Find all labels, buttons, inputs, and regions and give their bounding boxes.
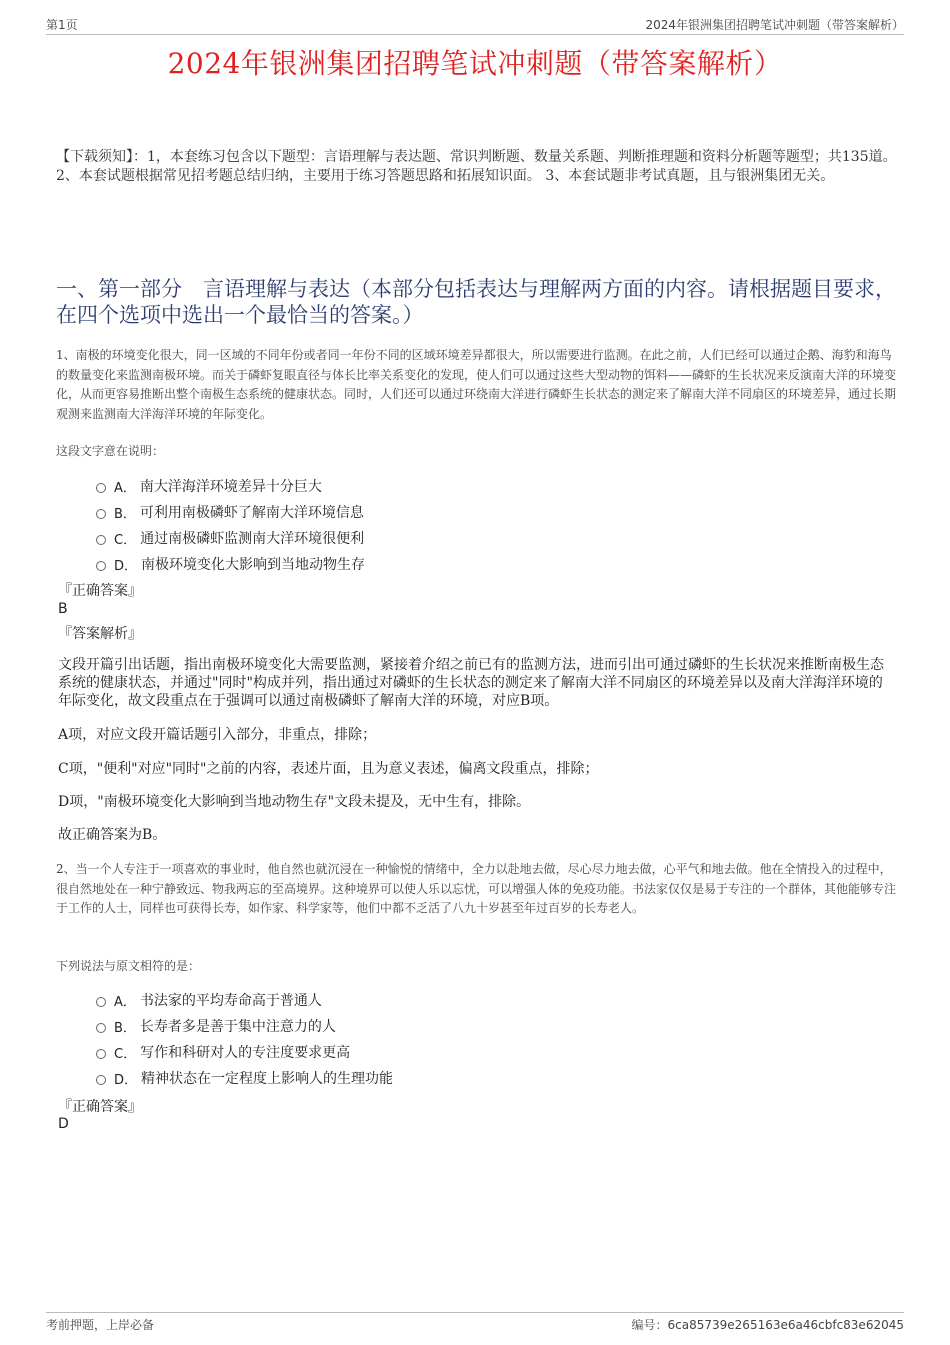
- radio-icon[interactable]: [96, 1049, 106, 1059]
- question-1-answer: B: [58, 601, 68, 617]
- radio-icon[interactable]: [96, 561, 106, 571]
- radio-icon[interactable]: [96, 535, 106, 545]
- question-1-text: 1、南极的环境变化很大，同一区域的不同年份或者同一年份不同的区域环境差异都很大，所以需要进行监测。在此之前，人们已经可以通过企鹅、海豹和海鸟的数量变化来监测南极环境。而关于磷虾复眼直径与体长比率关系变化的发现，使人们可以通过这些大型动物的饵料——磷虾的生长状况来反演南大洋的环境变化，从而更容易推断出整个南极生态系统的健康状态。同时，人们还可以通过环绕南大洋进行磷虾生长状态的测定来了解南大洋不同扇区的环境差异，通过长期观测来监测南大洋海洋环境的年际变化。: [56, 348, 897, 421]
- download-notice: 【下载须知】：1，本套练习包含以下题型：言语理解与表达题、常识判断题、数量关系题、判断推理题和资料分析题等题型；共135道。 2、本套试题根据常见招考题总结归纳，主要用于练习答题思路和拓展知识面。 3、本套试题非考试真题，且与银洲集团无关。: [56, 149, 897, 184]
- header-doc-name: 2024年银洲集团招聘笔试冲刺题（带答案解析）: [645, 18, 904, 32]
- question-1-analysis-a: A项，对应文段开篇话题引入部分，非重点，排除；: [58, 727, 377, 743]
- question-2-option-d[interactable]: D． 精神状态在一定程度上影响人的生理功能: [96, 1065, 393, 1091]
- question-1-option-c[interactable]: C． 通过南极磷虾监测南大洋环境很便利: [96, 525, 365, 551]
- section-title: 一、第一部分 言语理解与表达（本部分包括表达与理解两方面的内容。请根据题目要求，在四个选项中选出一个最恰当的答案。）: [56, 277, 896, 327]
- document-title: 2024年银洲集团招聘笔试冲刺题（带答案解析）: [167, 47, 783, 80]
- question-2-options: [96, 987, 393, 1091]
- question-1-answer-label: 『正确答案』: [58, 583, 142, 599]
- footer-slogan: 考前押题，上岸必备: [46, 1318, 155, 1332]
- question-2-prompt: 下列说法与原文相符的是：: [56, 959, 201, 973]
- radio-icon[interactable]: [96, 997, 106, 1007]
- question-2-answer: D: [58, 1116, 69, 1132]
- page-number: 第1页: [46, 18, 78, 32]
- footer-code: 编号：6ca85739e265163e6a46cbfc83e62045: [631, 1318, 904, 1332]
- question-2-option-a[interactable]: A． 书法家的平均寿命高于普通人: [96, 987, 393, 1013]
- question-2-text: 2、当一个人专注于一项喜欢的事业时，他自然也就沉浸在一种愉悦的情绪中，全力以赴地去做，尽心尽力地去做，心平气和地去做。他在全情投入的过程中，很自然地处在一种宁静致远、物我两忘的至高境界。这种境界可以使人乐以忘忧，可以增强人体的免疫功能。书法家仅仅是易于专注的一个群体，其他能够专注于工作的人士，同样也可获得长寿，如作家、科学家等，他们中都不乏活了八九十岁甚至年过百岁的长寿老人。: [56, 862, 897, 915]
- question-1-analysis-conclusion: 故正确答案为B。: [58, 827, 167, 843]
- question-1-prompt: 这段文字意在说明：: [56, 444, 165, 458]
- question-1-options: [96, 473, 365, 577]
- radio-icon[interactable]: [96, 483, 106, 493]
- question-2-answer-label: 『正确答案』: [58, 1099, 142, 1115]
- page-footer: [46, 1312, 904, 1333]
- page-header: [46, 14, 904, 35]
- question-2-option-c[interactable]: C． 写作和科研对人的专注度要求更高: [96, 1039, 393, 1065]
- question-1-analysis-c: C项，"便利"对应"同时"之前的内容，表述片面，且为意义表述，偏离文段重点，排除；: [58, 761, 599, 777]
- question-1-option-b[interactable]: B． 可利用南极磷虾了解南大洋环境信息: [96, 499, 365, 525]
- question-2-option-b[interactable]: B． 长寿者多是善于集中注意力的人: [96, 1013, 393, 1039]
- radio-icon[interactable]: [96, 1075, 106, 1085]
- question-1-analysis-main: 文段开篇引出话题，指出南极环境变化大需要监测，紧接着介绍之前已有的监测方法，进而引出可通过磷虾的生长状况来推断南极生态系统的健康状态，并通过"同时"构成并列，指出通过对磷虾的生长状态的测定来了解南大洋不同扇区的环境差异以及南大洋海洋环境的年际变化，故文段重点在于强调可以通过南极磷虾了解南大洋的环境，对应B项。: [58, 657, 884, 709]
- radio-icon[interactable]: [96, 509, 106, 519]
- radio-icon[interactable]: [96, 1023, 106, 1033]
- question-1-option-a[interactable]: A． 南大洋海洋环境差异十分巨大: [96, 473, 365, 499]
- question-1-analysis-label: 『答案解析』: [58, 626, 142, 642]
- question-1-option-d[interactable]: D． 南极环境变化大影响到当地动物生存: [96, 551, 365, 577]
- question-1-analysis-d: D项，"南极环境变化大影响到当地动物生存"文段未提及，无中生有，排除。: [58, 794, 531, 810]
